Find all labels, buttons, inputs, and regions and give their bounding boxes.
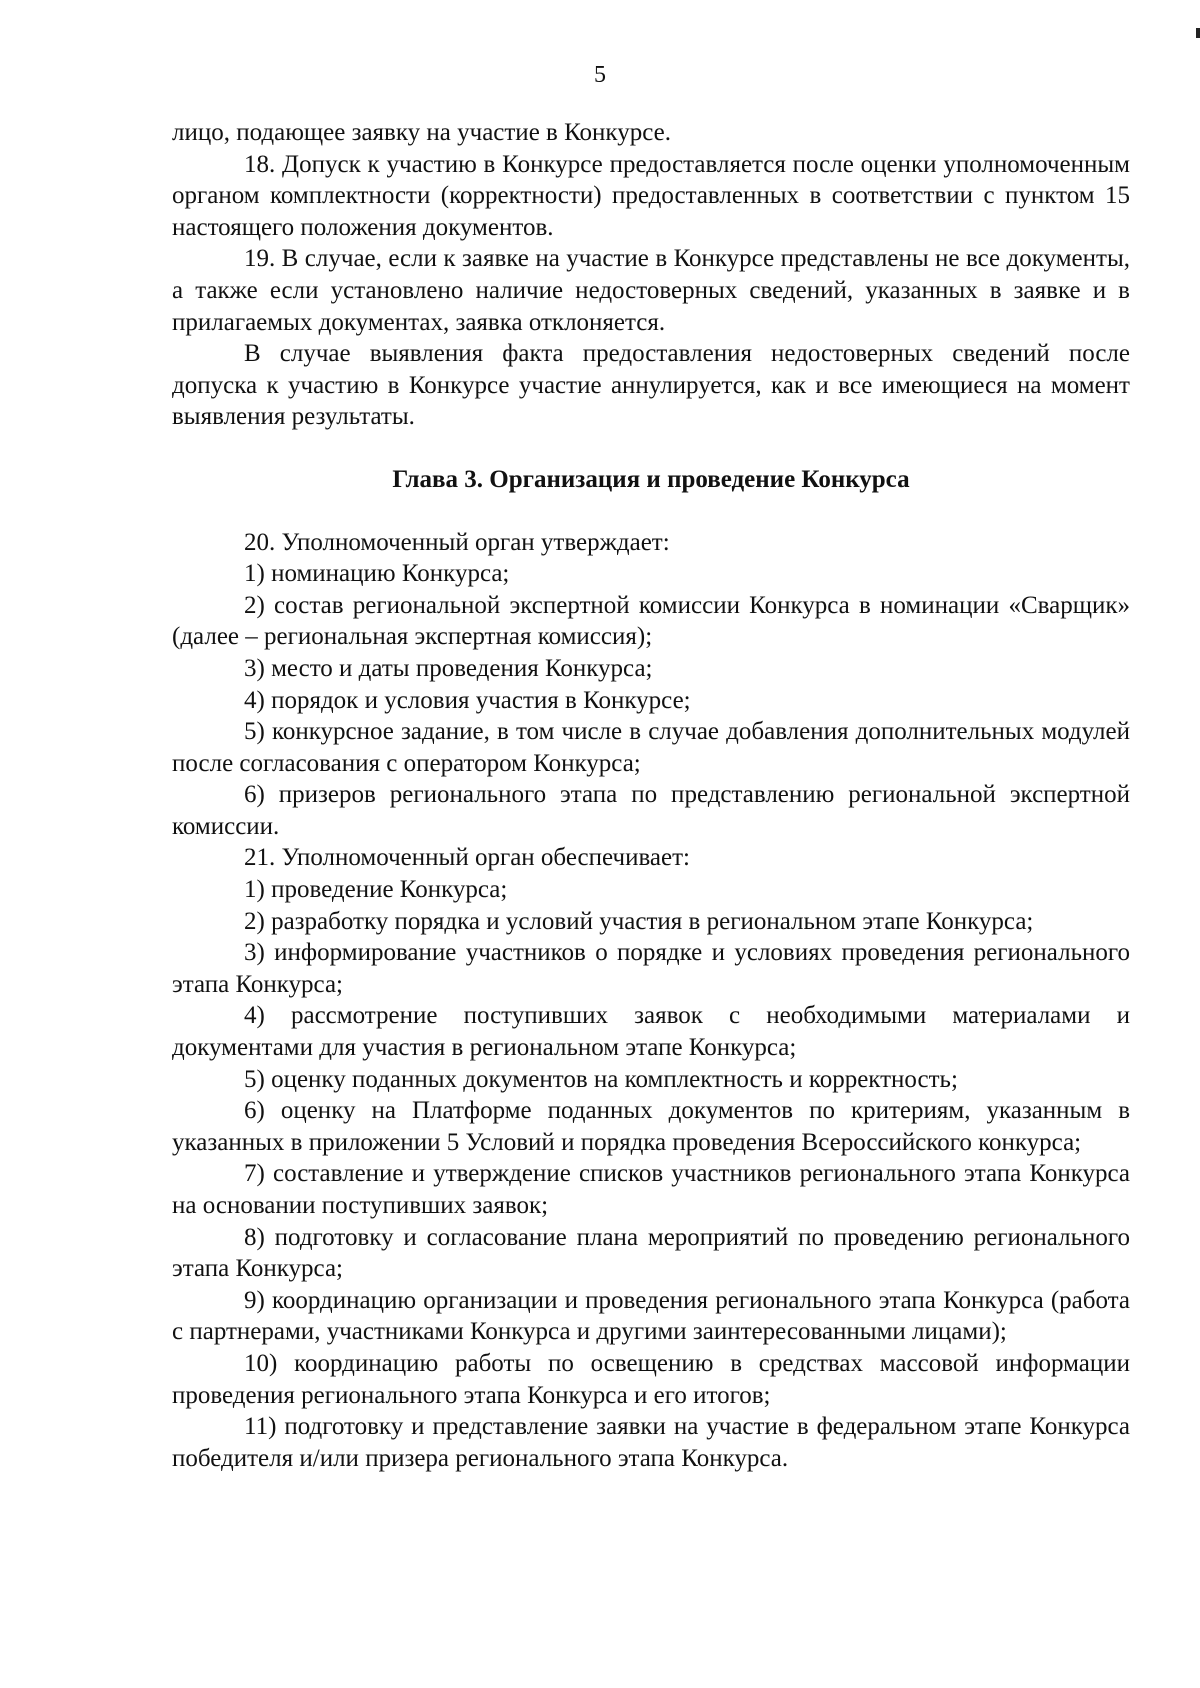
page-number: 5	[594, 62, 606, 88]
list-item: 4) рассмотрение поступивших заявок с необходимыми материалами и документами для участия в региональном этапе Конкурса;	[172, 1002, 1130, 1062]
list-item: 1) проведение Конкурса;	[244, 876, 508, 904]
list-item: 6) призеров регионального этапа по представлению региональной экспертной комиссии.	[172, 781, 1130, 840]
list-item: 8) подготовку и согласование плана мероприятий по проведению регионального этапа Конкурса;	[172, 1223, 1130, 1283]
scan-mark	[1196, 28, 1200, 38]
paragraph: 21. Уполномоченный орган обеспечивает:	[244, 844, 690, 872]
list-item: 9) координацию организации и проведения регионального этапа Конкурса (работа с партнерами, участниками Конкурса и другими заинтересованными лицами);	[172, 1286, 1130, 1346]
list-item: 11) подготовку и представление заявки на участие в федеральном этапе Конкурса победителя и/или призера регионального этапа Конкурса.	[172, 1413, 1130, 1472]
list-item: 4) порядок и условия участия в Конкурсе;	[244, 686, 691, 714]
list-item: 5) конкурсное задание, в том числе в случае добавления дополнительных модулей после согласования с оператором Конкурса;	[172, 718, 1130, 777]
paragraph: В случае выявления факта предоставления недостоверных сведений после допуска к участию в Конкурсе участие аннулируется, как и все имеющиеся на момент выявления результаты.	[172, 340, 1130, 431]
paragraph: лицо, подающее заявку на участие в Конкурсе.	[172, 119, 671, 146]
list-item: 2) разработку порядка и условий участия в региональном этапе Конкурса;	[244, 907, 1034, 935]
document-body	[172, 117, 1130, 1474]
list-item: 3) информирование участников о порядке и условиях проведения регионального этапа Конкурса;	[172, 939, 1130, 998]
list-item: 10) координацию работы по освещению в средствах массовой информации проведения регионального этапа Конкурса и его итогов;	[172, 1349, 1130, 1409]
list-item: 6) оценку на Платформе поданных документов по критериям, указанным в указанных в приложении 5 Условий и порядка проведения Всероссийского конкурса;	[172, 1097, 1130, 1156]
list-item: 3) место и даты проведения Конкурса;	[244, 654, 653, 682]
list-item: 7) составление и утверждение списков участников регионального этапа Конкурса на основании поступивших заявок;	[172, 1160, 1130, 1219]
paragraph: 20. Уполномоченный орган утверждает:	[244, 528, 670, 556]
list-item: 2) состав региональной экспертной комиссии Конкурса в номинации «Сварщик» (далее – региональная экспертная комиссия);	[172, 591, 1130, 651]
chapter-heading: Глава 3. Организация и проведение Конкурса	[392, 465, 910, 493]
list-item: 1) номинацию Конкурса;	[244, 560, 510, 588]
paragraph: 19. В случае, если к заявке на участие в Конкурсе представлены не все документы, а также если установлено наличие недостоверных сведений, указанных в заявке и в прилагаемых документах, заявка отклоняется.	[172, 245, 1130, 336]
list-item: 5) оценку поданных документов на комплектность и корректность;	[244, 1065, 958, 1093]
paragraph: 18. Допуск к участию в Конкурсе предоставляется после оценки уполномоченным органом комплектности (корректности) предоставленных в соответствии с пунктом 15 настоящего положения документов.	[172, 150, 1130, 241]
